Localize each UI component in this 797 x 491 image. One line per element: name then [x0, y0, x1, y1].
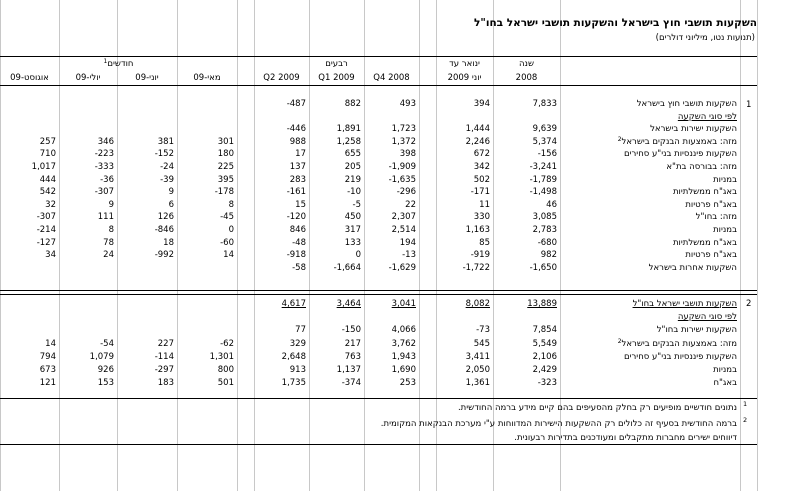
row-label-text: השקעות תושבי ישראל בחו"ל	[632, 299, 737, 309]
page-subtitle: (תנועות נטו, מיליוני דולרים)	[655, 33, 755, 43]
col-q2-2009: Q2 2009	[263, 73, 300, 83]
row-label-text: השקעות אחרות בישראל	[648, 263, 737, 273]
table-cell: -150	[341, 325, 361, 335]
table-cell: -333	[94, 162, 114, 172]
table-cell: 8,082	[465, 299, 490, 309]
table-cell: 2,648	[281, 352, 306, 362]
table-cell: 329	[289, 339, 306, 349]
table-cell: -1,664	[333, 263, 361, 273]
table-cell: -36	[100, 175, 114, 185]
table-cell: -487	[286, 99, 306, 109]
table-cell: 121	[39, 378, 56, 388]
row-note: 2	[617, 136, 622, 143]
row-label-text: במניות	[713, 365, 737, 375]
table-cell: 1,017	[31, 162, 56, 172]
col-q4-2008: Q4 2008	[373, 73, 410, 83]
header-jan: ינואר עד	[449, 59, 480, 69]
table-cell: 330	[473, 212, 490, 222]
table-cell: 301	[217, 137, 234, 147]
table-cell: 450	[344, 212, 361, 222]
table-cell: 3,762	[391, 339, 416, 349]
table-cell: 205	[344, 162, 361, 172]
table-cell: 11	[479, 200, 490, 210]
table-cell: 2,307	[391, 212, 416, 222]
table-cell: 982	[540, 250, 557, 260]
table-cell: -680	[537, 238, 557, 248]
col-jul-09: יולי-09	[75, 73, 101, 83]
table-cell: -919	[470, 250, 490, 260]
table-cell: 926	[97, 365, 114, 375]
table-cell: 8	[108, 225, 114, 235]
page-title: השקעות תושבי חוץ בישראל והשקעות תושבי ישראל בחו"ל	[474, 17, 757, 29]
row-label	[666, 162, 737, 173]
table-cell: 317	[344, 225, 361, 235]
footnote-number: 2	[743, 416, 748, 424]
row-label-text: באג"ח ממשלתיות	[672, 238, 737, 248]
header-months	[0, 59, 237, 70]
table-cell: -13	[402, 250, 416, 260]
table-cell: 1,372	[391, 137, 416, 147]
row-label	[673, 187, 737, 198]
table-cell: 8	[228, 200, 234, 210]
table-cell: 913	[289, 365, 306, 375]
table-cell: 14	[223, 250, 234, 260]
table-cell: -1,789	[529, 175, 557, 185]
table-cell: 1,258	[336, 137, 361, 147]
table-cell: 3,085	[532, 212, 557, 222]
row-label-text: השקעות ישירות בישראל	[650, 124, 737, 134]
grid-line	[757, 0, 758, 491]
col-may-09: מאי-09	[193, 73, 221, 83]
table-cell: 493	[399, 99, 416, 109]
table-cell: 2,050	[465, 365, 490, 375]
table-cell: 0	[228, 225, 234, 235]
grid-line	[419, 0, 420, 491]
row-label-text: באג"ח פרטיות	[685, 250, 737, 260]
col-q1-2009: Q1 2009	[318, 73, 355, 83]
row-label-text: השקעות ישירות בחו"ל	[656, 325, 737, 335]
table-cell: 3,464	[336, 299, 361, 309]
table-cell: 5,549	[532, 339, 557, 349]
table-cell: 501	[217, 378, 234, 388]
table-cell: 3,041	[391, 299, 416, 309]
table-cell: 1,163	[465, 225, 490, 235]
table-cell: 763	[344, 352, 361, 362]
table-cell: 398	[399, 149, 416, 159]
table-cell: 545	[473, 339, 490, 349]
table-cell: -54	[100, 339, 114, 349]
table-cell: 4,066	[391, 325, 416, 335]
table-cell: 5,374	[532, 137, 557, 147]
row-label	[618, 339, 737, 350]
table-cell: 2,514	[391, 225, 416, 235]
table-cell: -3,241	[529, 162, 557, 172]
table-cell: 85	[479, 238, 490, 248]
table-cell: 346	[97, 137, 114, 147]
table-cell: 988	[289, 137, 306, 147]
table-cell: 15	[295, 200, 306, 210]
row-label	[633, 299, 737, 310]
table-cell: 253	[399, 378, 416, 388]
table-cell: -73	[476, 325, 490, 335]
table-cell: 846	[289, 225, 306, 235]
footnote-number: 1	[743, 400, 748, 408]
table-cell: 9	[108, 200, 114, 210]
row-label-text: השקעות פיננסיות בני"ע סחירים	[623, 149, 737, 159]
table-cell: 194	[399, 238, 416, 248]
table-cell: -307	[36, 212, 56, 222]
table-cell: -114	[154, 352, 174, 362]
table-cell: -307	[94, 187, 114, 197]
table-cell: -62	[220, 339, 234, 349]
row-label-text: במניות	[713, 175, 737, 185]
table-cell: -171	[470, 187, 490, 197]
row-label-text: באג"ח	[713, 378, 737, 388]
row-label-text: השקעות תושבי חוץ בישראל	[636, 99, 737, 109]
table-cell: 6	[168, 200, 174, 210]
table-cell: 2,106	[532, 352, 557, 362]
row-label	[696, 212, 737, 223]
table-cell: 1,943	[391, 352, 416, 362]
table-cell: 0	[355, 250, 361, 260]
table-cell: 673	[39, 365, 56, 375]
table-cell: -45	[220, 212, 234, 222]
section-1-index: 1	[746, 100, 752, 110]
table-cell: -1,722	[462, 263, 490, 273]
table-cell: 32	[45, 200, 56, 210]
table-cell: -296	[396, 187, 416, 197]
table-cell: 283	[289, 175, 306, 185]
table-cell: 1,690	[391, 365, 416, 375]
table-cell: -10	[347, 187, 361, 197]
table-cell: -374	[341, 378, 361, 388]
row-label-text: לפי סוגי השקעה	[677, 312, 737, 322]
row-label	[624, 149, 737, 160]
row-label	[678, 312, 737, 323]
table-cell: 542	[39, 187, 56, 197]
grid-line	[560, 0, 561, 491]
table-cell: -5	[352, 200, 361, 210]
row-label-text: מזה: באמצעות הבנקים בישראל	[621, 339, 737, 349]
table-cell: -1,498	[529, 187, 557, 197]
row-label-text: מזה: בחו"ל	[695, 212, 737, 222]
table-cell: -1,650	[529, 263, 557, 273]
table-cell: 1,444	[465, 124, 490, 134]
table-cell: 227	[157, 339, 174, 349]
row-label-text: מזה: באמצעות הבנקים בישראל	[621, 137, 737, 147]
row-label-text: מזה: בבורסה בת"א	[666, 162, 737, 172]
header-quarters: רבעים	[325, 59, 348, 69]
table-cell: -152	[154, 149, 174, 159]
table-cell: 219	[344, 175, 361, 185]
table-cell: -223	[94, 149, 114, 159]
footnote-bottom-rule	[0, 444, 757, 445]
table-cell: -1,909	[388, 162, 416, 172]
table-cell: 3,411	[465, 352, 490, 362]
footnote-text: נתונים חודשיים מופיעים רק בחלק מהסעיפים בהם קיים מידע ברמה החודשית.	[457, 403, 737, 413]
table-cell: 7,854	[532, 325, 557, 335]
table-cell: -918	[286, 250, 306, 260]
table-cell: -1,629	[388, 263, 416, 273]
table-cell: 444	[39, 175, 56, 185]
table-cell: -1,635	[388, 175, 416, 185]
row-label	[637, 99, 737, 110]
section-divider	[0, 290, 757, 291]
table-cell: 17	[295, 149, 306, 159]
section-divider	[0, 294, 757, 295]
table-cell: 24	[103, 250, 114, 260]
table-cell: 22	[405, 200, 416, 210]
table-cell: 257	[39, 137, 56, 147]
table-cell: -323	[537, 378, 557, 388]
table-cell: 672	[473, 149, 490, 159]
row-label	[657, 325, 737, 336]
table-cell: -120	[286, 212, 306, 222]
col-jun-09: יוני-09	[135, 73, 159, 83]
table-cell: 1,301	[209, 352, 234, 362]
table-cell: 111	[97, 212, 114, 222]
header-year: שנה	[519, 59, 534, 69]
grid-line	[237, 0, 238, 491]
row-label	[649, 263, 737, 274]
table-cell: 137	[289, 162, 306, 172]
table-cell: 710	[39, 149, 56, 159]
table-cell: -161	[286, 187, 306, 197]
table-cell: 126	[157, 212, 174, 222]
row-label	[713, 175, 737, 186]
table-cell: 1,361	[465, 378, 490, 388]
table-cell: -992	[154, 250, 174, 260]
table-cell: 9,639	[532, 124, 557, 134]
table-cell: 1,891	[336, 124, 361, 134]
table-cell: 800	[217, 365, 234, 375]
table-cell: 7,833	[532, 99, 557, 109]
header-months-label: חודשים	[107, 59, 134, 69]
table-cell: 9	[168, 187, 174, 197]
row-label	[678, 112, 737, 123]
table-cell: 77	[295, 325, 306, 335]
row-label	[713, 378, 737, 389]
table-cell: -297	[154, 365, 174, 375]
col-jan-jun-2009: יוני 2009	[447, 73, 482, 83]
table-cell: -846	[154, 225, 174, 235]
row-label-text: במניות	[713, 225, 737, 235]
header-months-note: 1	[103, 58, 108, 65]
table-cell: -48	[292, 238, 306, 248]
table-cell: 78	[103, 238, 114, 248]
row-label	[618, 137, 737, 148]
table-cell: 4,617	[281, 299, 306, 309]
table-cell: 133	[344, 238, 361, 248]
table-cell: -58	[292, 263, 306, 273]
row-label	[673, 238, 737, 249]
table-cell: -178	[214, 187, 234, 197]
table-cell: 502	[473, 175, 490, 185]
table-cell: 2,429	[532, 365, 557, 375]
row-label	[685, 250, 737, 261]
row-label	[713, 365, 737, 376]
table-cell: 794	[39, 352, 56, 362]
table-cell: 381	[157, 137, 174, 147]
table-cell: 14	[45, 339, 56, 349]
table-cell: -60	[220, 238, 234, 248]
table-cell: 46	[546, 200, 557, 210]
row-label-text: השקעות פיננסיות בני"ע סחירים	[623, 352, 737, 362]
footnote-text: דיווחים ישירים מחברות מתקבלים ומעודכנים בתדירות רבעונית.	[514, 433, 737, 443]
table-cell: 225	[217, 162, 234, 172]
table-cell: 180	[217, 149, 234, 159]
table-cell: 882	[344, 99, 361, 109]
row-label	[650, 124, 737, 135]
table-cell: 217	[344, 339, 361, 349]
row-label	[713, 225, 737, 236]
table-cell: 655	[344, 149, 361, 159]
col-2008: 2008	[515, 73, 538, 83]
grid-line	[740, 0, 741, 491]
row-note: 2	[617, 338, 622, 345]
table-cell: -156	[537, 149, 557, 159]
table-cell: 34	[45, 250, 56, 260]
col-aug-09: אוגוסט-09	[10, 73, 49, 83]
row-label-text: באג"ח ממשלתיות	[672, 187, 737, 197]
row-label-text: באג"ח פרטיות	[685, 200, 737, 210]
table-cell: 395	[217, 175, 234, 185]
table-cell: -24	[160, 162, 174, 172]
table-cell: 2,783	[532, 225, 557, 235]
row-label	[624, 352, 737, 363]
table-cell: -127	[36, 238, 56, 248]
table-cell: -446	[286, 124, 306, 134]
table-cell: 2,246	[465, 137, 490, 147]
table-cell: 1,079	[89, 352, 114, 362]
table-cell: 1,735	[281, 378, 306, 388]
table-cell: 1,137	[336, 365, 361, 375]
table-cell: 18	[163, 238, 174, 248]
table-cell: -214	[36, 225, 56, 235]
header-rule	[0, 56, 757, 57]
table-cell: 153	[97, 378, 114, 388]
row-label	[685, 200, 737, 211]
header-bottom-rule	[0, 85, 757, 86]
table-cell: 183	[157, 378, 174, 388]
table-cell: 394	[473, 99, 490, 109]
footnote-text: ברמה החודשית בסעיף זה כלולים רק ההשקעות הישירות המדווחות ע"י מערכת הבנקאות המקומית.	[380, 419, 737, 429]
table-cell: -39	[160, 175, 174, 185]
row-label-text: לפי סוגי השקעה	[677, 112, 737, 122]
section-2-index: 2	[746, 299, 752, 309]
table-cell: 13,889	[527, 299, 557, 309]
table-cell: 1,723	[391, 124, 416, 134]
table-cell: 342	[473, 162, 490, 172]
footnote-rule	[0, 398, 757, 399]
